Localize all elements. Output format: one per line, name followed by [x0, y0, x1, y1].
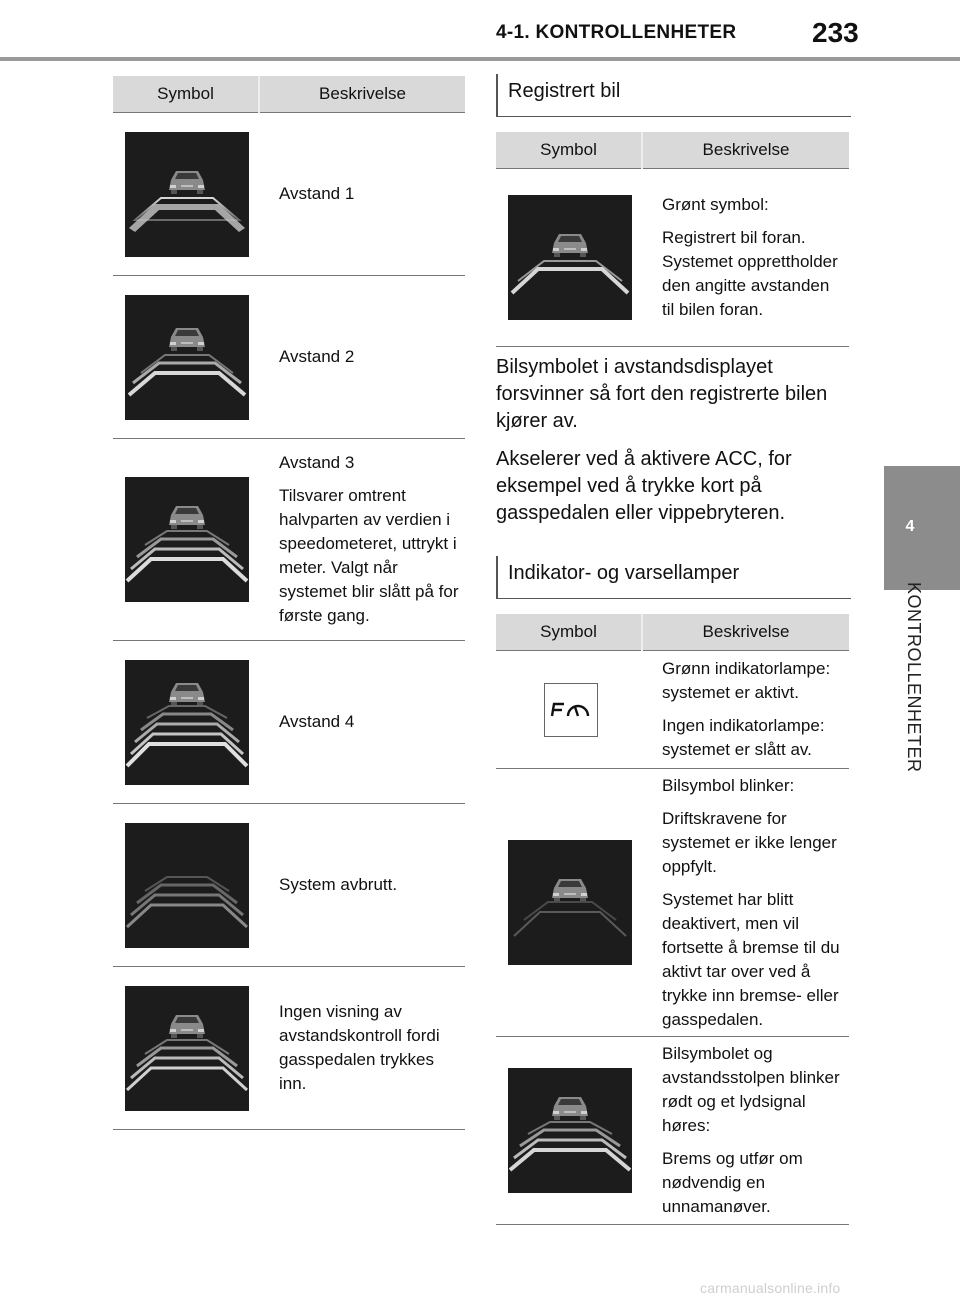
table-row [496, 1037, 849, 1225]
column-header-description: Beskrivelse [259, 76, 465, 113]
description-line: Tilsvarer omtrent halvparten av verdien i speedometeret, uttrykt i meter. Valgt når systemet blir slått på for første gang. [279, 486, 459, 625]
section-heading-text: Registrert bil [508, 80, 621, 102]
column-header-description: Beskrivelse [642, 614, 849, 651]
description-line: Avstand 1 [279, 184, 355, 203]
chapter-label [896, 582, 926, 812]
table-row [113, 439, 465, 641]
table-row [113, 276, 465, 439]
section-heading-indicators [496, 556, 851, 599]
acc-indicator-lamp-icon [544, 683, 598, 737]
column-header-symbol: Symbol [113, 76, 259, 113]
column-header-symbol: Symbol [496, 132, 642, 169]
acc-distance-4-icon [125, 660, 249, 785]
description-line: Avstand 2 [279, 347, 355, 366]
section-heading-text: Indikator- og varsellamper [508, 562, 740, 584]
column-header-description: Beskrivelse [642, 132, 849, 169]
paragraph: Akselerer ved å aktivere ACC, for eksempel ved å trykke kort på gasspedalen eller vippebryteren. [496, 448, 792, 524]
acc-distance-3-icon [125, 477, 249, 602]
table-row [113, 804, 465, 967]
description-line: Driftskravene for systemet er ikke lenger oppfylt. [662, 808, 837, 876]
description-line: Avstand 3 [279, 453, 355, 472]
description-line: Ingen visning av avstandskontroll fordi gasspedalen trykkes inn. [279, 1002, 440, 1093]
distance-symbol-table [113, 76, 465, 1130]
description-line: Systemet har blitt deaktivert, men vil fortsette å bremse til du aktivt tar over ved å trykke inn bremse- eller gasspedalen. [662, 889, 840, 1029]
acc-no-distance-display-icon [125, 986, 249, 1111]
registered-vehicle-green-icon [508, 195, 632, 320]
description-line: System avbrutt. [279, 875, 398, 894]
description-line: Grønt symbol: [662, 195, 769, 214]
vehicle-symbol-flashing-icon [508, 840, 632, 965]
acc-distance-1-icon [125, 132, 249, 257]
section-title: 4-1. KONTROLLENHETER [496, 22, 737, 43]
vehicle-distance-bar-red-warning-icon [508, 1068, 632, 1193]
column-header-symbol: Symbol [496, 614, 642, 651]
paragraph: Bilsymbolet i avstandsdisplayet forsvinner så fort den registrerte bilen kjører av. [496, 356, 828, 432]
description-line: Ingen indikatorlampe: systemet er slått av. [662, 716, 825, 759]
acc-system-interrupted-icon [125, 823, 249, 948]
table-row [496, 769, 849, 1037]
chapter-label-text: KONTROLLENHETER [904, 582, 924, 773]
description-line: Grønn indikatorlampe: systemet er aktivt. [662, 659, 831, 702]
body-text [496, 354, 856, 538]
chapter-number: 4 [905, 518, 915, 535]
table-row [496, 651, 849, 769]
description-line: Bilsymbolet og avstandsstolpen blinker rødt og et lydsignal høres: [662, 1044, 840, 1135]
table-row [113, 113, 465, 276]
registered-car-table [496, 132, 849, 347]
acc-distance-2-icon [125, 295, 249, 420]
description-line: Brems og utfør om nødvendig en unnamanøver. [662, 1149, 803, 1216]
table-row [496, 169, 849, 347]
watermark: carmanualsonline.info [700, 1280, 841, 1296]
table-row [113, 967, 465, 1130]
description-line: Registrert bil foran. Systemet opprettholder den angitte avstanden til bilen foran. [662, 228, 838, 319]
page-header [0, 0, 960, 62]
table-row [113, 641, 465, 804]
indicator-lamp-table [496, 614, 849, 1225]
description-line: Bilsymbol blinker: [662, 775, 795, 795]
header-rule [0, 57, 960, 61]
section-heading-registered-car [496, 74, 851, 117]
page-number: 233 [812, 17, 859, 48]
description-line: Avstand 4 [279, 712, 355, 731]
